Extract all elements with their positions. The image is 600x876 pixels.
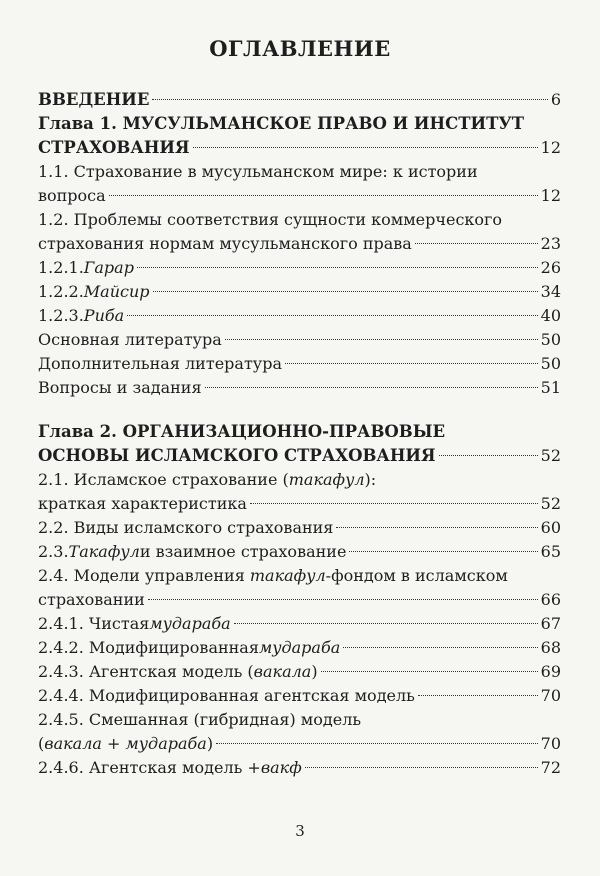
entry-last-line: [38, 516, 561, 540]
entry-last-line: [38, 136, 561, 160]
entry-last-line: [38, 376, 561, 400]
dot-leader: [109, 195, 538, 196]
entry-text: СТРАХОВАНИЯ: [38, 138, 190, 157]
entry-last-line: [38, 540, 561, 564]
entry-last-line: [38, 492, 561, 516]
entry-last-line: [38, 232, 561, 256]
entry-text: Дополнительная литература: [38, 354, 282, 373]
entry-text-italic: Майсир: [83, 282, 150, 301]
dot-leader: [439, 455, 538, 456]
entry-text: 1.2.3.: [38, 306, 84, 325]
dot-leader: [193, 147, 538, 148]
toc-entry[interactable]: [38, 160, 561, 208]
toc-entry[interactable]: [38, 564, 561, 612]
entry-line: [38, 468, 561, 492]
entry-last-line: [38, 756, 561, 780]
dot-leader: [336, 527, 537, 528]
entry-text: 2.4.3. Агентская модель (: [38, 662, 254, 681]
entry-text: Основная литература: [38, 330, 222, 349]
entry-text-italic: Такафул: [68, 542, 140, 561]
toc-entry[interactable]: [38, 468, 561, 516]
entry-page-number: 70: [540, 734, 561, 753]
dot-leader: [216, 743, 538, 744]
toc-entry[interactable]: [38, 88, 561, 112]
entry-text-italic: вакала: [253, 662, 312, 681]
toc-entry[interactable]: [38, 420, 561, 468]
entry-page-number: 34: [540, 282, 561, 301]
entry-text: страховании: [38, 590, 145, 609]
dot-leader: [225, 339, 538, 340]
entry-page-number: 50: [540, 330, 561, 349]
entry-last-line: [38, 256, 561, 280]
dot-leader: [250, 503, 538, 504]
dot-leader: [205, 387, 538, 388]
entry-text: и взаимное страхование: [139, 542, 347, 561]
entry-page-number: 51: [540, 378, 561, 397]
page-number: 3: [295, 822, 305, 840]
entry-last-line: [38, 280, 561, 304]
entry-page-number: 66: [540, 590, 561, 609]
toc-entry[interactable]: [38, 540, 561, 564]
entry-text: краткая характеристика: [38, 494, 247, 513]
toc-entry[interactable]: [38, 208, 561, 256]
toc-entry[interactable]: [38, 112, 561, 160]
entry-page-number: 50: [540, 354, 561, 373]
entry-last-line: [38, 184, 561, 208]
entry-text: ОСНОВЫ ИСЛАМСКОГО СТРАХОВАНИЯ: [38, 446, 436, 465]
entry-page-number: 65: [540, 542, 561, 561]
dot-leader: [418, 695, 538, 696]
entry-page-number: 26: [540, 258, 561, 277]
dot-leader: [148, 599, 538, 600]
entry-last-line: [38, 612, 561, 636]
entry-last-line: [38, 636, 561, 660]
entry-line: 1.2. Проблемы соответствия сущности коммерческого: [38, 210, 503, 229]
entry-line: 1.1. Страхование в мусульманском мире: к истории: [38, 162, 478, 181]
toc-entry[interactable]: [38, 636, 561, 660]
dot-leader: [234, 623, 538, 624]
entry-line: 2.4.5. Смешанная (гибридная) модель: [38, 710, 362, 729]
entry-text: вопроса: [38, 186, 106, 205]
entry-text: 2.3.: [38, 542, 69, 561]
toc-entry[interactable]: [38, 660, 561, 684]
section-gap: [38, 400, 561, 420]
dot-leader: [321, 671, 538, 672]
entry-text: ВВЕДЕНИЕ: [38, 90, 150, 109]
entry-page-number: 12: [540, 138, 561, 157]
entry-last-line: [38, 444, 561, 468]
entry-text-italic: мудараба: [258, 638, 341, 657]
entry-page-number: 6: [550, 90, 561, 109]
entry-text: 1.2.2.: [38, 282, 84, 301]
table-of-contents: [38, 88, 561, 780]
dot-leader: [153, 291, 538, 292]
entry-text: 2.2. Виды исламского страхования: [38, 518, 334, 537]
entry-last-line: [38, 304, 561, 328]
entry-line: [38, 564, 561, 588]
toc-entry[interactable]: [38, 328, 561, 352]
entry-text: 2.4.6. Агентская модель +: [38, 758, 261, 777]
toc-entry[interactable]: [38, 612, 561, 636]
entry-page-number: 69: [540, 662, 561, 681]
toc-entry[interactable]: [38, 708, 561, 756]
toc-entry[interactable]: [38, 304, 561, 328]
entry-text: 2.4.1. Чистая: [38, 614, 150, 633]
entry-text: -фондом в исламском: [325, 566, 508, 585]
toc-entry[interactable]: [38, 684, 561, 708]
entry-line: Глава 2. ОРГАНИЗАЦИОННО-ПРАВОВЫЕ: [38, 422, 446, 441]
entry-text: 1.2.1.: [38, 258, 84, 277]
entry-text: (: [38, 734, 45, 753]
entry-text: 2.4.4. Модифицированная агентская модель: [38, 686, 415, 705]
entry-page-number: 12: [540, 186, 561, 205]
entry-last-line: [38, 328, 561, 352]
dot-leader: [305, 767, 538, 768]
entry-last-line: [38, 588, 561, 612]
entry-page-number: 68: [540, 638, 561, 657]
entry-page-number: 52: [540, 446, 561, 465]
page-title: ОГЛАВЛЕНИЕ: [209, 36, 391, 61]
entry-last-line: [38, 732, 561, 756]
toc-entry[interactable]: [38, 280, 561, 304]
entry-text-italic: такафул: [249, 566, 326, 585]
entry-page-number: 52: [540, 494, 561, 513]
entry-text: ):: [364, 470, 377, 489]
entry-text: 2.4. Модели управления: [38, 566, 250, 585]
entry-page-number: 40: [540, 306, 561, 325]
dot-leader: [343, 647, 537, 648]
dot-leader: [415, 243, 538, 244]
entry-text-italic: вакала + мудараба: [44, 734, 207, 753]
entry-page-number: 60: [540, 518, 561, 537]
entry-text-italic: Гарар: [83, 258, 134, 277]
toc-entry[interactable]: [38, 756, 561, 780]
entry-text: ): [206, 734, 214, 753]
dot-leader: [127, 315, 537, 316]
dot-leader: [285, 363, 538, 364]
dot-leader: [152, 99, 547, 100]
entry-text: страхования нормам мусульманского права: [38, 234, 412, 253]
toc-entry[interactable]: [38, 516, 561, 540]
dot-leader: [349, 551, 537, 552]
entry-text-italic: вакф: [260, 758, 302, 777]
entry-line: Глава 1. МУСУЛЬМАНСКОЕ ПРАВО И ИНСТИТУТ: [38, 114, 525, 133]
entry-text: 2.4.2. Модифицированная: [38, 638, 259, 657]
toc-entry[interactable]: [38, 256, 561, 280]
entry-last-line: [38, 88, 561, 112]
dot-leader: [137, 267, 538, 268]
entry-text: Вопросы и задания: [38, 378, 202, 397]
entry-text: ): [311, 662, 318, 681]
entry-text-italic: мудараба: [149, 614, 231, 633]
entry-page-number: 72: [540, 758, 561, 777]
entry-text-italic: Риба: [83, 306, 125, 325]
entry-text: 2.1. Исламское страхование (: [38, 470, 289, 489]
entry-page-number: 23: [540, 234, 561, 253]
entry-last-line: [38, 660, 561, 684]
entry-text-italic: такафул: [288, 470, 365, 489]
toc-entry[interactable]: [38, 376, 561, 400]
entry-page-number: 67: [540, 614, 561, 633]
entry-page-number: 70: [540, 686, 561, 705]
entry-last-line: [38, 684, 561, 708]
entry-last-line: [38, 352, 561, 376]
toc-entry[interactable]: [38, 352, 561, 376]
